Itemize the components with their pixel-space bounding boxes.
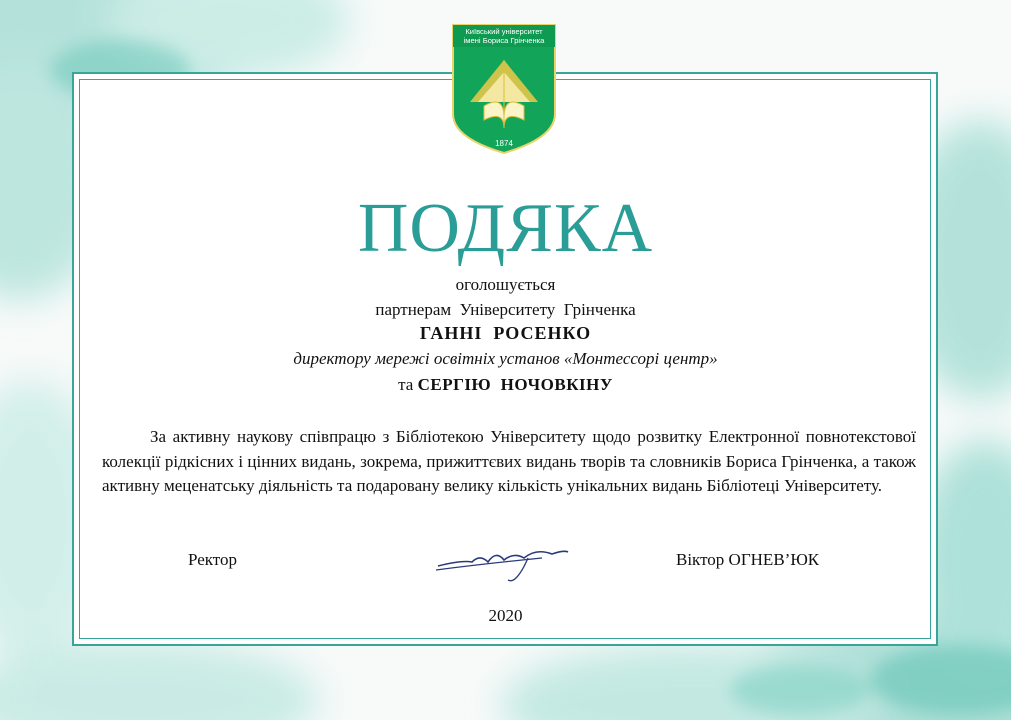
conjunction: та [398,375,414,394]
recipients-intro: партнерам Університету Грінченка [375,300,636,319]
university-emblem [450,22,558,156]
certificate-body: За активну наукову співпрацю з Бібліотекою Університету щодо розвитку Електронної повнотекстової колекції рідкісних і цінних видань, зокрема, прижиттєвих видань творів та словників Бориса Грінченка, а також активну меценатську діяльність та подаровану велику кількість унікальних видань Бібліотеці Університету. [102,427,916,495]
emblem-line1: Київський університет [465,27,543,36]
certificate-title: ПОДЯКА [357,190,654,267]
certificate-year: 2020 [488,606,523,625]
recipient1-position: директору мережі освітніх установ «Монтессорі центр» [293,349,718,368]
announced-text: оголошується [455,275,556,294]
recipient2-line [0,374,1011,396]
signatory-name: Віктор ОГНЕВ’ЮК [676,550,820,569]
recipient2-name: СЕРГІЮ НОЧОВКІНУ [417,375,613,394]
emblem-year: 1874 [495,139,513,148]
emblem-line2: імені Бориса Грінченка [463,36,545,45]
signature [432,540,572,584]
recipient1-name: ГАННІ РОСЕНКО [419,323,592,343]
signatory-title: Ректор [188,550,238,569]
